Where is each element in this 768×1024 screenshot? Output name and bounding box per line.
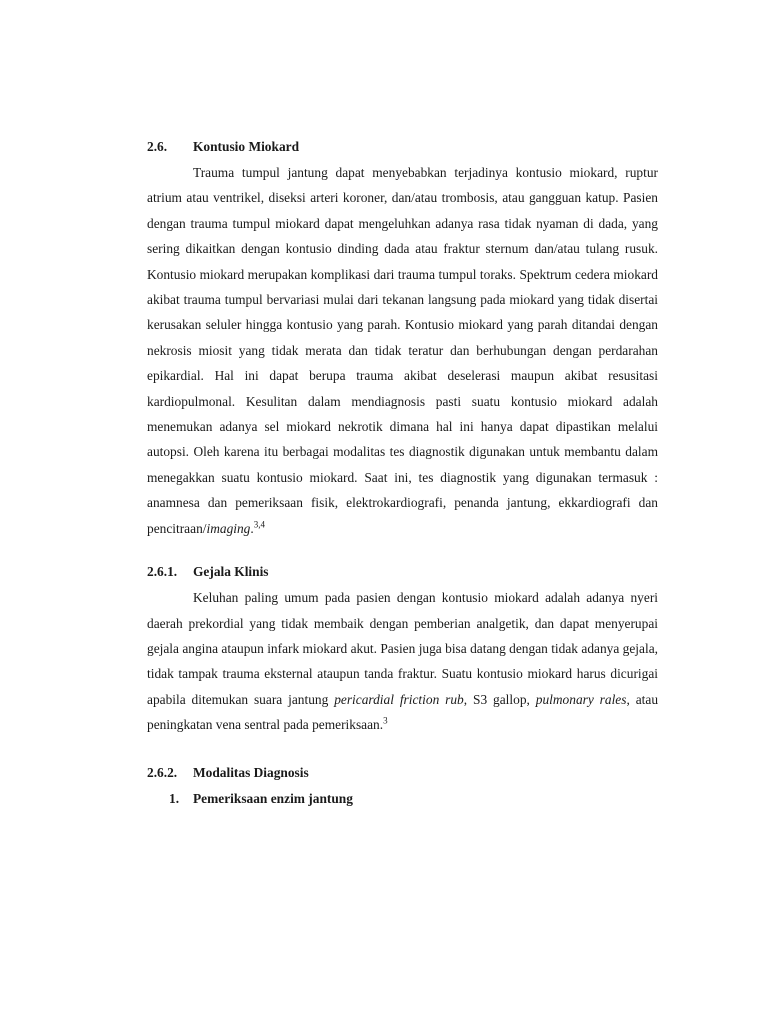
gejala-reference: 3 <box>383 715 388 726</box>
list-item <box>147 786 658 812</box>
subsection-title: Gejala Klinis <box>193 564 269 580</box>
section-paragraph-italic: imaging <box>206 520 251 536</box>
section-paragraph-text: Trauma tumpul jantung dapat menyebabkan terjadinya kontusio miokard, ruptur atrium atau ventrikel, diseksi arteri koroner, dan/atau trombosis, atau gangguan katup. Pasien dengan trauma tumpul miokard dapat mengeluhkan adanya rasa tidak nyaman di dada, yang sering dikaitkan dengan kontusio dinding dada atau fraktur sternum dan/atau tulang rusuk. Kontusio miokard merupakan komplikasi dari trauma tumpul toraks. Spektrum cedera miokard akibat trauma tumpul bervariasi mulai dari tekanan langsung pada miokard yang tidak disertai kerusakan seluler hingga kontusio yang parah. Kontusio miokard yang parah ditandai dengan nekrosis miosit yang tidak merata dan tidak teratur dan berhubungan dengan perdarahan epikardial. Hal ini dapat berupa trauma akibat deselerasi maupun akibat resusitasi kardiopulmonal. Kesulitan dalam mendiagnosis pasti suatu kontusio miokard adalah menemukan adanya sel miokard nekrotik dimana hal ini hanya dapat dipastikan melalui autopsi. Oleh karena itu berbagai modalitas tes diagnostik digunakan untuk membantu dalam menegakkan suatu kontusio miokard. Saat ini, tes diagnostik yang digunakan termasuk : anamnesa dan pemeriksaan fisik, elektrokardiografi, penanda jantung, ekkardiografi dan pencitraan/ <box>147 165 658 536</box>
section-heading <box>147 134 658 160</box>
subsection-title: Modalitas Diagnosis <box>193 764 309 780</box>
subsection-heading-modalitas <box>147 760 658 786</box>
list-item-number: 1. <box>169 790 180 806</box>
subsection-number: 2.6.1. <box>147 564 178 580</box>
section-paragraph <box>147 160 658 541</box>
list-item-label: Pemeriksaan enzim jantung <box>193 790 353 806</box>
gejala-text-a: Keluhan paling umum pada pasien dengan kontusio miokard adalah adanya nyeri daerah prekordial yang tidak membaik dengan pemberian analgetik, dan dapat menyerupai gejala angina ataupun infark miokard akut. Pasien juga bisa datang dengan tidak adanya gejala, tidak tampak trauma eksternal ataupun tanda fraktur. Suatu kontusio miokard harus dicurigai apabila ditemukan suara jantung <box>147 590 658 707</box>
section-number: 2.6. <box>147 139 168 154</box>
section-title: Kontusio Miokard <box>193 139 300 154</box>
subsection-number: 2.6.2. <box>147 764 178 780</box>
gejala-text-b: , S3 gallop, <box>463 691 536 707</box>
section-paragraph-end: . <box>250 520 254 536</box>
document-page <box>147 134 658 812</box>
gejala-text-c: , atau peningkatan vena sentral pada pemeriksaan. <box>147 691 659 733</box>
gejala-italic-a: pericardial friction rub <box>334 691 464 707</box>
gejala-italic-b: pulmonary rales <box>535 691 627 707</box>
subsection-paragraph-gejala <box>147 585 658 737</box>
section-paragraph-reference: 3,4 <box>253 519 265 530</box>
subsection-heading-gejala <box>147 559 658 585</box>
